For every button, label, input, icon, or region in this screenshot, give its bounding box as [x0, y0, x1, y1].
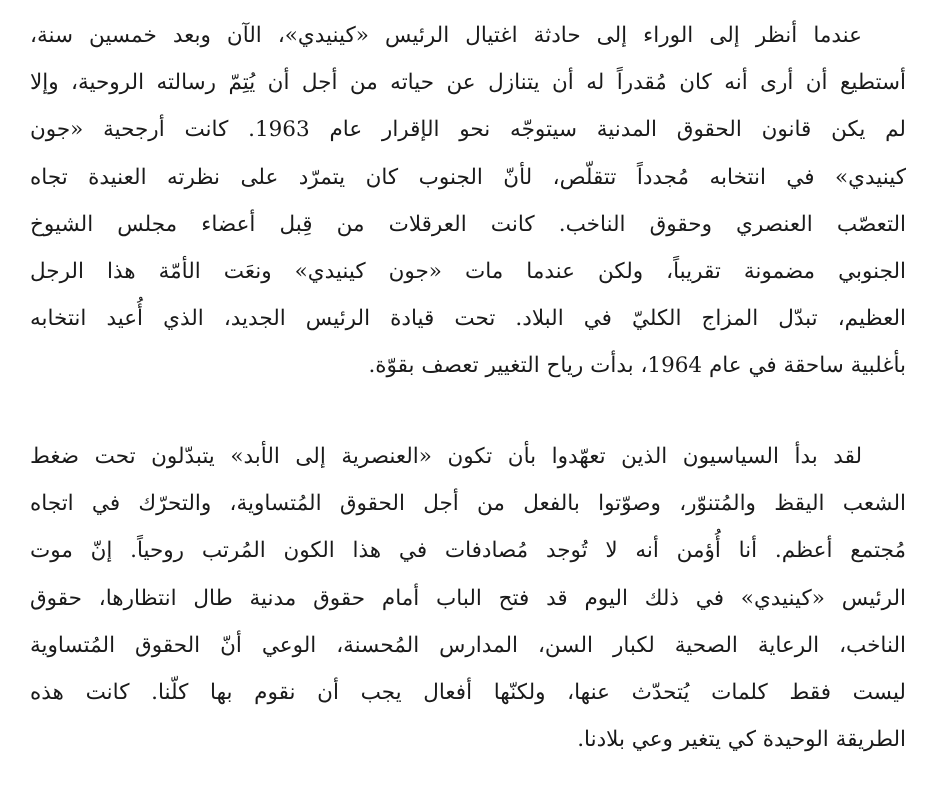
- text-line: الناخب، الرعاية الصحية لكبار السن، المدارس المُحسنة، الوعي أنّ الحقوق المُتساوية: [30, 632, 906, 658]
- text-line: عندما أنظر إلى الوراء إلى حادثة اغتيال الرئيس «كينيدي»، الآن وبعد خمسين سنة،: [30, 23, 862, 48]
- paragraph-2: [30, 433, 906, 763]
- text-line: الرئيس «كينيدي» في ذلك اليوم قد فتح الباب أمام حقوق مدنية طال انتظارها، حقوق: [30, 585, 906, 611]
- text-line: ليست فقط كلمات يُتحدّث عنها، ولكنّها أفعال يجب أن نقوم بها كلّنا. كانت هذه: [30, 679, 906, 705]
- text-line: مُجتمع أعظم. أنا أُؤمن أنه لا تُوجد مُصادفات في هذا الكون المُرتب روحياً. إنّ موت: [30, 538, 906, 564]
- text-line: لم يكن قانون الحقوق المدنية سيتوجّه نحو الإقرار عام 1963. كانت أرجحية «جون: [30, 117, 906, 143]
- text-line: الجنوبي مضمونة تقريباً، ولكن عندما مات «جون كينيدي» ونعَت الأمّة هذا الرجل: [30, 258, 906, 284]
- text-line: التعصّب العنصري وحقوق الناخب. كانت العرقلات من قِبل أعضاء مجلس الشيوخ: [30, 211, 906, 237]
- paragraph-1: [30, 12, 906, 390]
- text-line: الشعب اليقظ والمُتنوّر، وصوّتوا بالفعل من أجل الحقوق المُتساوية، والتحرّك في اتجاه: [30, 491, 906, 517]
- text-line: أستطيع أن أرى أنه كان مُقدراً له أن يتنازل عن حياته من أجل أن يُتِمّ رسالته الروحية، وإلا: [30, 70, 906, 96]
- text-line: بأغلبية ساحقة في عام 1964، بدأت رياح التغيير تعصف بقوّة.: [368, 353, 906, 379]
- text-line: لقد بدأ السياسيون الذين تعهّدوا بأن تكون «العنصرية إلى الأبد» يتبدّلون تحت ضغط: [30, 444, 862, 469]
- text-line: العظيم، تبدّل المزاج الكليّ في البلاد. تحت قيادة الرئيس الجديد، الذي أُعيد انتخابه: [30, 306, 906, 332]
- text-line: كينيدي» في انتخابه مُجدداً تتقلّص، لأنّ الجنوب كان يتمرّد على نظرته العنيدة تجاه: [30, 164, 906, 190]
- text-line: الطريقة الوحيدة كي يتغير وعي بلادنا.: [577, 727, 906, 753]
